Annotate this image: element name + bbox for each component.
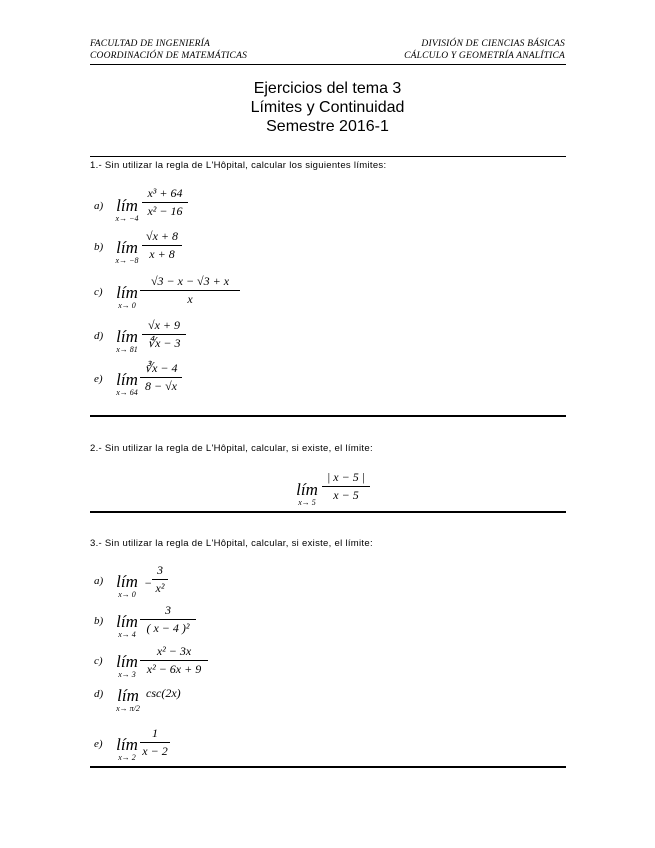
fraction-bar (140, 742, 170, 743)
numerator: √x + 8 (145, 229, 178, 243)
denominator: x² − 16 (147, 204, 183, 218)
coordination-name: COORDINACIÓN DE MATEMÁTICAS (90, 51, 248, 61)
q3-item-a-limit (109, 573, 145, 599)
denominator: ∜x − 3 (147, 336, 181, 350)
title-line2: Límites y Continuidad (250, 99, 405, 116)
lim-sub: x→ π/2 (116, 704, 140, 713)
numerator: | x − 5 | (326, 470, 366, 484)
q2-limit (289, 481, 325, 507)
numerator: √x + 9 (147, 318, 180, 332)
lim-word: lím (116, 652, 138, 671)
fraction-bar (140, 290, 240, 291)
lim-sub: x→ 0 (118, 590, 136, 599)
q3-item-c-label: c) (94, 655, 103, 667)
q1-item-d-label: d) (94, 330, 104, 342)
lim-word: lím (116, 283, 138, 302)
lim-sub: x→ 81 (116, 345, 138, 354)
fraction-bar (140, 377, 182, 378)
q3-item-d-label: d) (94, 688, 104, 700)
section-rule-top (90, 156, 566, 157)
section-rule-1 (90, 415, 566, 417)
denominator: x − 5 (333, 488, 359, 502)
denominator: 8 − √x (144, 379, 177, 393)
q3-item-b-fraction (140, 603, 196, 636)
numerator: 1 (152, 726, 158, 740)
lim-sub: x→ −4 (115, 214, 139, 223)
fraction-bar (142, 334, 186, 335)
lim-word: lím (116, 612, 138, 631)
header-rule (90, 64, 566, 65)
faculty-name: FACULTAD DE INGENIERÍA (90, 39, 210, 49)
course-name: CÁLCULO Y GEOMETRÍA ANALÍTICA (404, 51, 565, 61)
section-rule-2 (90, 511, 566, 513)
q1-item-e-label: e) (94, 373, 103, 385)
q1-item-d-fraction (142, 318, 186, 351)
q1-item-c-label: c) (94, 286, 103, 298)
q1-prompt: 1.- Sin utilizar la regla de L'Hôpital, calcular los siguientes límites: (90, 160, 387, 171)
denominator: x − 2 (142, 744, 168, 758)
lim-sub: x→ 64 (116, 388, 138, 397)
fraction-bar (142, 202, 188, 203)
lim-word: lím (116, 572, 138, 591)
header-left (90, 38, 247, 62)
lim-word: lím (116, 370, 138, 389)
title-line3: Semestre 2016-1 (266, 118, 389, 135)
lim-word: lím (116, 327, 138, 346)
denominator: x² − 6x + 9 (146, 662, 202, 676)
denominator: x² (155, 581, 165, 595)
q3-item-d-limit (110, 687, 146, 713)
denominator: ( x − 4 )² (146, 621, 190, 635)
title-line1: Ejercicios del tema 3 (253, 80, 402, 97)
lim-word: lím (116, 196, 138, 215)
q1-item-e-fraction (140, 361, 182, 394)
q3-item-a-label: a) (94, 575, 104, 587)
q3-item-d-expression: csc(2x) (146, 686, 181, 700)
lim-word: lím (117, 686, 139, 705)
lim-word: lím (296, 480, 318, 499)
lim-word: lím (116, 735, 138, 754)
numerator: x³ + 64 (147, 186, 183, 200)
q3-prompt: 3.- Sin utilizar la regla de L'Hôpital, calcular, si existe, el límite: (90, 538, 373, 549)
lim-sub: x→ 3 (118, 670, 136, 679)
q3-item-a-minus: − (144, 576, 153, 590)
denominator: x (187, 292, 193, 306)
fraction-bar (322, 486, 370, 487)
lim-sub: x→ 5 (298, 498, 316, 507)
lim-sub: x→ 0 (118, 301, 136, 310)
q1-item-b-fraction (142, 229, 182, 262)
numerator: 3 (157, 563, 163, 577)
q1-item-b-label: b) (94, 241, 104, 253)
fraction-bar (140, 619, 196, 620)
numerator: ∛x − 4 (144, 361, 178, 375)
q3-item-e-fraction (140, 726, 170, 759)
section-rule-bottom (90, 766, 566, 768)
q2-prompt: 2.- Sin utilizar la regla de L'Hôpital, calcular, si existe, el límite: (90, 443, 373, 454)
numerator: x² − 3x (156, 644, 192, 658)
lim-word: lím (116, 238, 138, 257)
q3-item-c-fraction (140, 644, 208, 677)
q3-item-b-label: b) (94, 615, 104, 627)
denominator: x + 8 (149, 247, 175, 261)
fraction-bar (140, 660, 208, 661)
q1-item-a-limit (109, 197, 145, 223)
lim-sub: x→ 2 (118, 753, 136, 762)
q1-item-d-limit (109, 328, 145, 354)
header-right (404, 38, 565, 62)
q1-item-b-limit (109, 239, 145, 265)
fraction-bar (142, 245, 182, 246)
fraction-bar (152, 579, 168, 580)
lim-sub: x→ −8 (115, 256, 139, 265)
numerator: √3 − x − √3 + x (150, 274, 230, 288)
q3-item-e-label: e) (94, 738, 103, 750)
q1-item-a-label: a) (94, 200, 104, 212)
q1-item-c-fraction (140, 274, 240, 307)
q1-item-a-fraction (142, 186, 188, 219)
lim-sub: x→ 4 (118, 630, 136, 639)
division-name: DIVISIÓN DE CIENCIAS BÁSICAS (421, 39, 565, 49)
q2-fraction (322, 470, 370, 503)
numerator: 3 (165, 603, 171, 617)
q3-item-a-fraction (152, 563, 168, 596)
